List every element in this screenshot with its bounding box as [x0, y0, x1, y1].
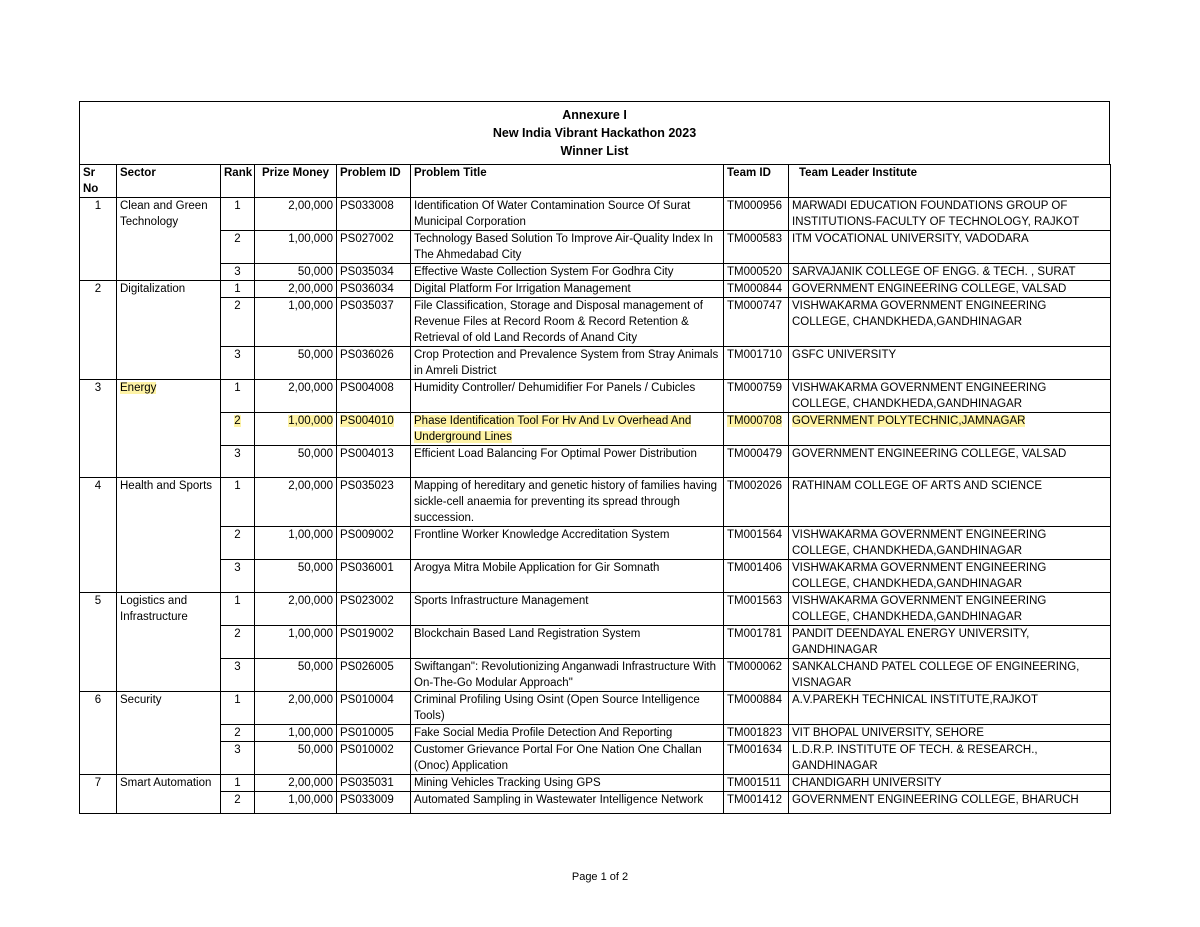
team-id-text: TM001710 — [727, 349, 782, 361]
problem-id-text: PS004013 — [340, 448, 394, 460]
team-leader-institute-cell — [789, 692, 1111, 725]
problem-title-text: Customer Grievance Portal For One Nation One Challan (Onoc) Application — [414, 744, 702, 772]
rank-cell — [221, 692, 255, 725]
team-leader-institute-text: L.D.R.P. INSTITUTE OF TECH. & RESEARCH., GANDHINAGAR — [792, 744, 1038, 772]
team-leader-institute-text: VISHWAKARMA GOVERNMENT ENGINEERING COLLEGE, CHANDKHEDA,GANDHINAGAR — [792, 382, 1047, 410]
prize-money-cell — [255, 231, 337, 264]
team-id-cell — [724, 692, 789, 725]
prize-money-cell — [255, 626, 337, 659]
sr-no-cell: 2 — [80, 281, 117, 380]
prize-money-cell — [255, 380, 337, 413]
team-leader-institute-cell — [789, 626, 1111, 659]
team-leader-institute-cell — [789, 380, 1111, 413]
team-leader-institute-text: GSFC UNIVERSITY — [792, 349, 897, 361]
problem-id-text: PS033008 — [340, 200, 394, 212]
rank-text: 2 — [234, 415, 241, 427]
problem-title-cell — [411, 742, 724, 775]
problem-id-cell — [337, 560, 411, 593]
team-leader-institute-text: SANKALCHAND PATEL COLLEGE OF ENGINEERING, VISNAGAR — [792, 661, 1080, 689]
problem-id-cell — [337, 347, 411, 380]
sector-name: Clean and Green Technology — [120, 200, 208, 228]
team-id-text: TM000844 — [727, 283, 782, 295]
team-id-cell — [724, 446, 789, 478]
team-id-cell — [724, 775, 789, 792]
team-leader-institute-cell — [789, 413, 1111, 446]
table-row — [80, 626, 1111, 659]
problem-id-cell — [337, 446, 411, 478]
table-row — [80, 692, 1111, 725]
problem-title-cell — [411, 593, 724, 626]
winner-list-sheet — [79, 101, 1110, 814]
team-id-text: TM000062 — [727, 661, 782, 673]
problem-id-text: PS033009 — [340, 794, 394, 806]
rank-cell — [221, 742, 255, 775]
team-id-text: TM002026 — [727, 480, 782, 492]
rank-text: 2 — [234, 529, 241, 541]
rank-text: 1 — [234, 283, 241, 295]
table-row — [80, 725, 1111, 742]
problem-title-cell — [411, 626, 724, 659]
problem-id-text: PS010002 — [340, 744, 394, 756]
prize-money-cell — [255, 593, 337, 626]
problem-id-cell — [337, 725, 411, 742]
team-leader-institute-cell — [789, 659, 1111, 692]
rank-cell — [221, 298, 255, 347]
prize-money-text: 1,00,000 — [288, 529, 333, 541]
rank-cell — [221, 347, 255, 380]
team-leader-institute-text: SARVAJANIK COLLEGE OF ENGG. & TECH. , SURAT — [792, 266, 1076, 278]
prize-money-text: 50,000 — [297, 448, 333, 460]
problem-title-cell — [411, 725, 724, 742]
team-leader-institute-cell — [789, 593, 1111, 626]
prize-money-cell — [255, 298, 337, 347]
problem-id-text: PS026005 — [340, 661, 394, 673]
prize-money-text: 2,00,000 — [288, 595, 333, 607]
table-row — [80, 593, 1111, 626]
problem-id-cell — [337, 264, 411, 281]
prize-money-text: 2,00,000 — [288, 382, 333, 394]
rank-text: 1 — [234, 694, 241, 706]
problem-title-text: Swiftangan": Revolutionizing Anganwadi Infrastructure With On-The-Go Modular Approach" — [414, 661, 716, 689]
rank-text: 1 — [234, 382, 241, 394]
table-row — [80, 792, 1111, 814]
table-row — [80, 264, 1111, 281]
problem-title-cell — [411, 775, 724, 792]
problem-id-text: PS023002 — [340, 595, 394, 607]
team-leader-institute-cell — [789, 775, 1111, 792]
prize-money-text: 2,00,000 — [288, 694, 333, 706]
team-id-cell — [724, 198, 789, 231]
team-leader-institute-text: GOVERNMENT ENGINEERING COLLEGE, VALSAD — [792, 283, 1067, 295]
problem-id-cell — [337, 742, 411, 775]
prize-money-text: 2,00,000 — [288, 480, 333, 492]
table-row — [80, 298, 1111, 347]
team-leader-institute-text: VISHWAKARMA GOVERNMENT ENGINEERING COLLEGE, CHANDKHEDA,GANDHINAGAR — [792, 562, 1047, 590]
problem-id-text: PS027002 — [340, 233, 394, 245]
rank-text: 1 — [234, 480, 241, 492]
problem-title-text: Crop Protection and Prevalence System from Stray Animals in Amreli District — [414, 349, 719, 377]
rank-cell — [221, 198, 255, 231]
prize-money-cell — [255, 775, 337, 792]
team-leader-institute-cell — [789, 264, 1111, 281]
team-leader-institute-cell — [789, 560, 1111, 593]
team-id-text: TM001563 — [727, 595, 782, 607]
team-leader-institute-text: VISHWAKARMA GOVERNMENT ENGINEERING COLLEGE, CHANDKHEDA,GANDHINAGAR — [792, 529, 1047, 557]
title-block — [79, 101, 1110, 164]
team-id-text: TM001412 — [727, 794, 782, 806]
rank-text: 2 — [234, 628, 241, 640]
header-rank: Rank — [221, 165, 255, 198]
sector-cell — [117, 380, 221, 478]
sr-no-cell: 1 — [80, 198, 117, 281]
problem-title-text: Humidity Controller/ Dehumidifier For Panels / Cubicles — [414, 382, 696, 394]
prize-money-text: 50,000 — [297, 562, 333, 574]
rank-cell — [221, 413, 255, 446]
header-team-id: Team ID — [724, 165, 789, 198]
problem-title-cell — [411, 198, 724, 231]
problem-title-text: Criminal Profiling Using Osint (Open Source Intelligence Tools) — [414, 694, 700, 722]
team-leader-institute-text: RATHINAM COLLEGE OF ARTS AND SCIENCE — [792, 480, 1043, 492]
prize-money-cell — [255, 725, 337, 742]
problem-title-cell — [411, 347, 724, 380]
problem-title-cell — [411, 659, 724, 692]
problem-id-cell — [337, 380, 411, 413]
problem-id-cell — [337, 413, 411, 446]
problem-title-cell — [411, 298, 724, 347]
header-prize-money: Prize Money — [255, 165, 337, 198]
prize-money-text: 50,000 — [297, 266, 333, 278]
team-id-cell — [724, 725, 789, 742]
table-row — [80, 446, 1111, 478]
team-id-text: TM001406 — [727, 562, 782, 574]
team-id-cell — [724, 298, 789, 347]
rank-text: 3 — [234, 448, 241, 460]
problem-title-cell — [411, 264, 724, 281]
hackathon-title: New India Vibrant Hackathon 2023 — [492, 126, 697, 140]
team-leader-institute-text: VISHWAKARMA GOVERNMENT ENGINEERING COLLEGE, CHANDKHEDA,GANDHINAGAR — [792, 595, 1047, 623]
problem-title-text: Arogya Mitra Mobile Application for Gir Somnath — [414, 562, 660, 574]
team-id-cell — [724, 742, 789, 775]
sector-cell — [117, 692, 221, 775]
team-leader-institute-cell — [789, 725, 1111, 742]
sector-name: Digitalization — [120, 283, 186, 295]
annexure-title: Annexure I — [562, 108, 627, 122]
sector-cell — [117, 478, 221, 593]
prize-money-cell — [255, 198, 337, 231]
problem-id-cell — [337, 231, 411, 264]
team-id-cell — [724, 560, 789, 593]
table-row — [80, 198, 1111, 231]
team-id-cell — [724, 347, 789, 380]
problem-title-text: Mining Vehicles Tracking Using GPS — [414, 777, 601, 789]
problem-title-cell — [411, 231, 724, 264]
rank-text: 2 — [234, 794, 241, 806]
problem-title-cell — [411, 527, 724, 560]
sector-name: Health and Sports — [120, 480, 213, 492]
team-id-cell — [724, 380, 789, 413]
rank-text: 2 — [234, 233, 241, 245]
team-leader-institute-text: CHANDIGARH UNIVERSITY — [792, 777, 942, 789]
sr-no-cell: 3 — [80, 380, 117, 478]
team-leader-institute-text: VIT BHOPAL UNIVERSITY, SEHORE — [792, 727, 984, 739]
header-sr-no: Sr No — [80, 165, 117, 198]
prize-money-cell — [255, 742, 337, 775]
team-leader-institute-text: GOVERNMENT POLYTECHNIC,JAMNAGAR — [792, 415, 1026, 427]
sector-name: Energy — [120, 382, 157, 394]
prize-money-cell — [255, 692, 337, 725]
rank-text: 3 — [234, 744, 241, 756]
team-leader-institute-text: A.V.PAREKH TECHNICAL INSTITUTE,RAJKOT — [792, 694, 1039, 706]
problem-title-text: Technology Based Solution To Improve Air-Quality Index In The Ahmedabad City — [414, 233, 713, 261]
team-leader-institute-cell — [789, 198, 1111, 231]
table-row — [80, 231, 1111, 264]
problem-id-text: PS019002 — [340, 628, 394, 640]
problem-title-cell — [411, 281, 724, 298]
prize-money-cell — [255, 446, 337, 478]
rank-cell — [221, 725, 255, 742]
team-id-text: TM000479 — [727, 448, 782, 460]
prize-money-cell — [255, 264, 337, 281]
problem-id-text: PS036026 — [340, 349, 394, 361]
prize-money-cell — [255, 347, 337, 380]
sector-cell — [117, 281, 221, 380]
problem-id-cell — [337, 478, 411, 527]
rank-cell — [221, 560, 255, 593]
problem-title-text: Phase Identification Tool For Hv And Lv Overhead And Underground Lines — [414, 415, 692, 443]
problem-id-text: PS035023 — [340, 480, 394, 492]
prize-money-cell — [255, 527, 337, 560]
problem-id-text: PS035034 — [340, 266, 394, 278]
team-leader-institute-cell — [789, 446, 1111, 478]
team-leader-institute-text: GOVERNMENT ENGINEERING COLLEGE, VALSAD — [792, 448, 1067, 460]
prize-money-cell — [255, 792, 337, 814]
team-leader-institute-text: GOVERNMENT ENGINEERING COLLEGE, BHARUCH — [792, 794, 1079, 806]
problem-title-cell — [411, 380, 724, 413]
problem-title-cell — [411, 413, 724, 446]
header-problem-id: Problem ID — [337, 165, 411, 198]
team-id-text: TM000747 — [727, 300, 782, 312]
winner-table — [79, 164, 1111, 814]
team-leader-institute-cell — [789, 347, 1111, 380]
problem-id-text: PS004008 — [340, 382, 394, 394]
rank-cell — [221, 281, 255, 298]
sector-name: Logistics and Infrastructure — [120, 595, 188, 623]
prize-money-cell — [255, 478, 337, 527]
page-footer: Page 1 of 2 — [571, 871, 629, 883]
table-row — [80, 560, 1111, 593]
rank-cell — [221, 626, 255, 659]
team-leader-institute-text: PANDIT DEENDAYAL ENERGY UNIVERSITY, GANDHINAGAR — [792, 628, 1030, 656]
team-id-text: TM001634 — [727, 744, 782, 756]
problem-title-text: Identification Of Water Contamination Source Of Surat Municipal Corporation — [414, 200, 691, 228]
rank-cell — [221, 264, 255, 281]
sector-cell — [117, 593, 221, 692]
prize-money-text: 1,00,000 — [288, 727, 333, 739]
table-row — [80, 413, 1111, 446]
prize-money-text: 2,00,000 — [288, 777, 333, 789]
prize-money-cell — [255, 659, 337, 692]
problem-id-text: PS010004 — [340, 694, 394, 706]
team-id-cell — [724, 231, 789, 264]
problem-title-cell — [411, 446, 724, 478]
header-problem-title: Problem Title — [411, 165, 724, 198]
problem-title-cell — [411, 792, 724, 814]
team-leader-institute-text: MARWADI EDUCATION FOUNDATIONS GROUP OF INSTITUTIONS-FACULTY OF TECHNOLOGY, RAJKOT — [792, 200, 1080, 228]
problem-id-cell — [337, 692, 411, 725]
rank-text: 3 — [234, 661, 241, 673]
problem-title-text: Mapping of hereditary and genetic history of families having sickle-cell anaemia for preventing its spread through succession. — [414, 480, 718, 524]
team-leader-institute-cell — [789, 527, 1111, 560]
problem-id-text: PS010005 — [340, 727, 394, 739]
team-id-text: TM001511 — [727, 777, 782, 789]
team-id-text: TM000708 — [727, 415, 782, 427]
team-leader-institute-text: ITM VOCATIONAL UNIVERSITY, VADODARA — [792, 233, 1029, 245]
rank-text: 1 — [234, 777, 241, 789]
team-id-cell — [724, 659, 789, 692]
prize-money-text: 50,000 — [297, 349, 333, 361]
rank-cell — [221, 380, 255, 413]
rank-cell — [221, 231, 255, 264]
sr-no-cell: 6 — [80, 692, 117, 775]
rank-text: 2 — [234, 300, 241, 312]
prize-money-text: 2,00,000 — [288, 200, 333, 212]
team-leader-institute-text: VISHWAKARMA GOVERNMENT ENGINEERING COLLEGE, CHANDKHEDA,GANDHINAGAR — [792, 300, 1047, 328]
rank-text: 3 — [234, 562, 241, 574]
problem-title-text: Automated Sampling in Wastewater Intelligence Network — [414, 794, 704, 806]
team-id-cell — [724, 527, 789, 560]
table-row — [80, 347, 1111, 380]
team-id-cell — [724, 792, 789, 814]
team-leader-institute-cell — [789, 231, 1111, 264]
team-id-cell — [724, 626, 789, 659]
problem-id-cell — [337, 281, 411, 298]
team-leader-institute-cell — [789, 792, 1111, 814]
problem-id-cell — [337, 198, 411, 231]
problem-id-cell — [337, 298, 411, 347]
team-leader-institute-cell — [789, 478, 1111, 527]
problem-id-text: PS035037 — [340, 300, 394, 312]
problem-title-text: Blockchain Based Land Registration System — [414, 628, 641, 640]
rank-cell — [221, 775, 255, 792]
rank-cell — [221, 478, 255, 527]
problem-id-text: PS009002 — [340, 529, 394, 541]
problem-id-text: PS036034 — [340, 283, 394, 295]
problem-id-cell — [337, 593, 411, 626]
problem-title-text: Fake Social Media Profile Detection And Reporting — [414, 727, 673, 739]
prize-money-text: 50,000 — [297, 661, 333, 673]
rank-cell — [221, 527, 255, 560]
problem-id-text: PS036001 — [340, 562, 394, 574]
problem-title-cell — [411, 560, 724, 593]
problem-id-cell — [337, 792, 411, 814]
problem-title-text: Efficient Load Balancing For Optimal Power Distribution — [414, 448, 697, 460]
problem-title-text: Digital Platform For Irrigation Management — [414, 283, 631, 295]
prize-money-text: 1,00,000 — [288, 415, 333, 427]
prize-money-cell — [255, 560, 337, 593]
prize-money-cell — [255, 281, 337, 298]
rank-text: 3 — [234, 266, 241, 278]
list-title: Winner List — [560, 144, 629, 158]
prize-money-text: 1,00,000 — [288, 300, 333, 312]
problem-id-cell — [337, 527, 411, 560]
team-id-text: TM001823 — [727, 727, 782, 739]
prize-money-text: 1,00,000 — [288, 233, 333, 245]
rank-cell — [221, 659, 255, 692]
problem-title-text: File Classification, Storage and Disposal management of Revenue Files at Record Room & Record Retention & Retrieval of old Land Records of Anand City — [414, 300, 703, 344]
team-leader-institute-cell — [789, 281, 1111, 298]
rank-cell — [221, 593, 255, 626]
table-row — [80, 775, 1111, 792]
team-id-text: TM001564 — [727, 529, 782, 541]
problem-id-cell — [337, 775, 411, 792]
sector-name: Security — [120, 694, 162, 706]
rank-cell — [221, 792, 255, 814]
team-id-cell — [724, 413, 789, 446]
header-team-leader-institute: Team Leader Institute — [789, 165, 1111, 198]
team-id-cell — [724, 478, 789, 527]
table-row — [80, 478, 1111, 527]
team-leader-institute-cell — [789, 298, 1111, 347]
table-row — [80, 659, 1111, 692]
sector-cell — [117, 198, 221, 281]
rank-text: 3 — [234, 349, 241, 361]
problem-id-cell — [337, 659, 411, 692]
team-id-text: TM000520 — [727, 266, 782, 278]
sr-no-cell: 5 — [80, 593, 117, 692]
problem-title-text: Effective Waste Collection System For Godhra City — [414, 266, 674, 278]
table-row — [80, 281, 1111, 298]
rank-text: 1 — [234, 200, 241, 212]
problem-id-text: PS004010 — [340, 415, 394, 427]
team-id-text: TM000583 — [727, 233, 782, 245]
problem-title-text: Sports Infrastructure Management — [414, 595, 589, 607]
team-id-text: TM000759 — [727, 382, 782, 394]
problem-title-text: Frontline Worker Knowledge Accreditation System — [414, 529, 670, 541]
team-id-cell — [724, 281, 789, 298]
rank-cell — [221, 446, 255, 478]
prize-money-text: 2,00,000 — [288, 283, 333, 295]
team-id-cell — [724, 264, 789, 281]
header-row — [80, 165, 1111, 198]
sector-name: Smart Automation — [120, 777, 212, 789]
problem-title-cell — [411, 478, 724, 527]
sr-no-cell: 7 — [80, 775, 117, 814]
team-leader-institute-cell — [789, 742, 1111, 775]
table-row — [80, 742, 1111, 775]
problem-title-cell — [411, 692, 724, 725]
header-sector: Sector — [117, 165, 221, 198]
table-row — [80, 380, 1111, 413]
team-id-text: TM000956 — [727, 200, 782, 212]
prize-money-text: 1,00,000 — [288, 628, 333, 640]
prize-money-cell — [255, 413, 337, 446]
problem-id-cell — [337, 626, 411, 659]
rank-text: 1 — [234, 595, 241, 607]
prize-money-text: 50,000 — [297, 744, 333, 756]
sector-cell — [117, 775, 221, 814]
sr-no-cell: 4 — [80, 478, 117, 593]
team-id-cell — [724, 593, 789, 626]
prize-money-text: 1,00,000 — [288, 794, 333, 806]
problem-id-text: PS035031 — [340, 777, 394, 789]
rank-text: 2 — [234, 727, 241, 739]
table-row — [80, 527, 1111, 560]
team-id-text: TM001781 — [727, 628, 782, 640]
team-id-text: TM000884 — [727, 694, 782, 706]
